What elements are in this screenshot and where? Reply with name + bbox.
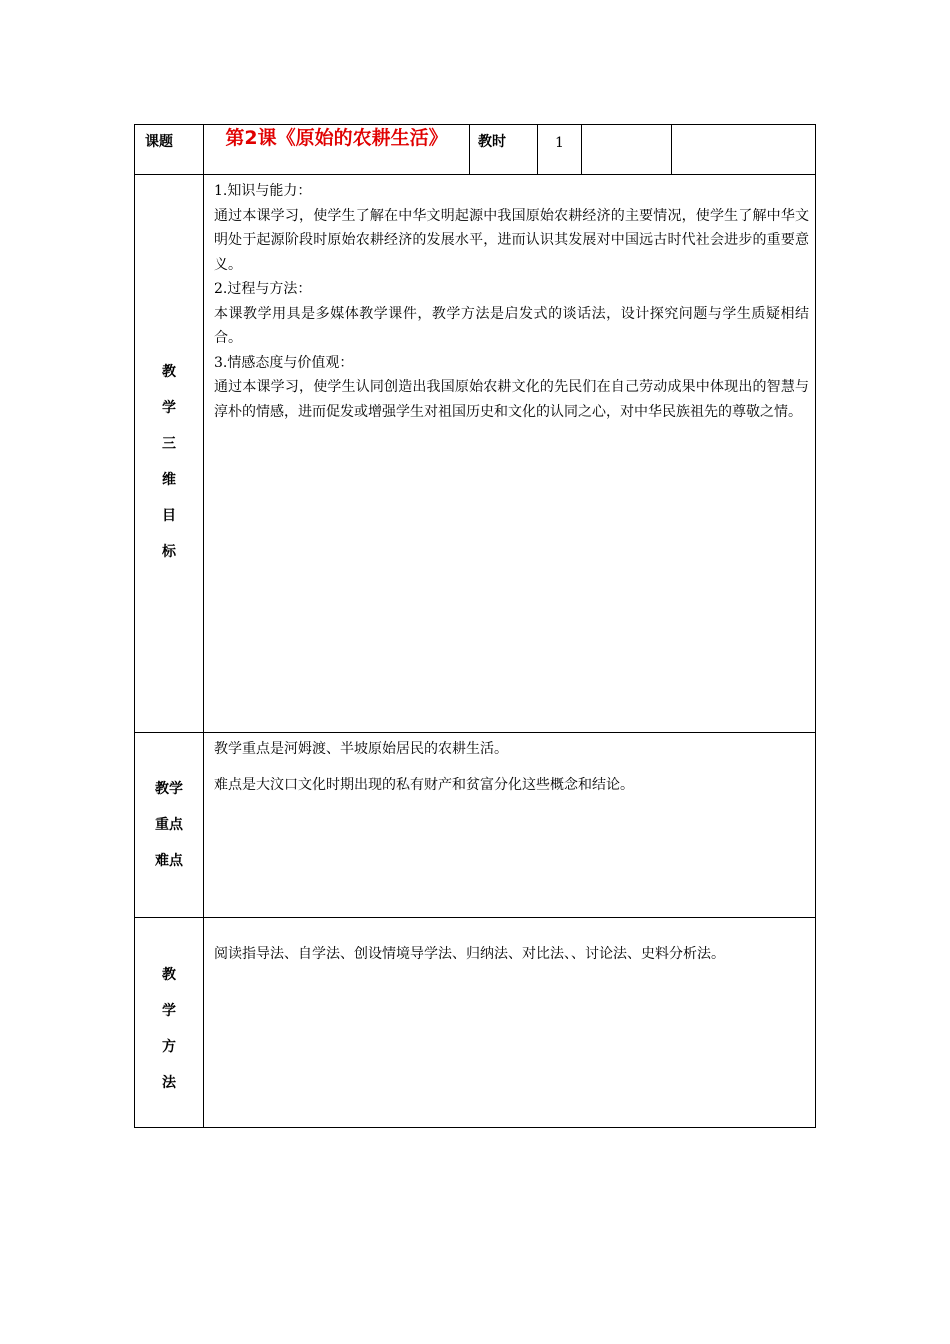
key-points-label — [135, 733, 204, 918]
methods-content — [204, 918, 816, 1128]
key-point-text: 教学重点是河姆渡、半坡原始居民的农耕生活。 — [214, 741, 508, 757]
objectives-label — [135, 175, 204, 733]
objective-heading: 1.知识与能力： — [214, 183, 312, 199]
objectives-row — [135, 175, 816, 733]
objective-text: 本课教学用具是多媒体教学课件，教学方法是启发式的谈话法，设计探究问题与学生质疑相结合。 — [214, 305, 809, 346]
objective-heading: 3.情感态度与价值观： — [214, 354, 354, 371]
header-row — [135, 125, 816, 175]
label-char: 重点 — [155, 817, 183, 833]
label-char: 教学 — [155, 781, 183, 797]
empty-cell — [582, 125, 672, 175]
topic-label: 课题 — [135, 125, 204, 175]
label-char: 难点 — [155, 853, 183, 869]
label-char: 三 — [162, 435, 176, 452]
label-char: 标 — [162, 543, 176, 560]
label-char: 方 — [162, 1038, 176, 1055]
lesson-title: 第2课《原始的农耕生活》 — [204, 125, 470, 175]
label-char: 教 — [162, 363, 176, 380]
empty-cell — [672, 125, 816, 175]
difficulty-text: 难点是大汶口文化时期出现的私有财产和贫富分化这些概念和结论。 — [214, 776, 634, 793]
objective-heading: 2.过程与方法： — [214, 281, 312, 297]
methods-row — [135, 918, 816, 1128]
methods-text: 阅读指导法、自学法、创设情境导学法、归纳法、对比法、、讨论法、史料分析法。 — [214, 946, 725, 962]
objective-text: 通过本课学习，使学生认同创造出我国原始农耕文化的先民们在自己劳动成果中体现出的智慧与淳朴的情感，进而促发或增强学生对祖国历史和文化的认同之心，对中华民族祖先的尊敬之情。 — [214, 379, 809, 420]
label-char: 教 — [162, 966, 176, 983]
hours-label: 教时 — [470, 125, 538, 175]
methods-label — [135, 918, 204, 1128]
objectives-content — [204, 175, 816, 733]
key-points-row — [135, 733, 816, 918]
label-char: 法 — [162, 1074, 176, 1091]
label-char: 维 — [162, 471, 176, 488]
key-points-content — [204, 733, 816, 918]
label-char: 学 — [162, 399, 176, 416]
hours-value: 1 — [538, 125, 582, 175]
label-char: 学 — [162, 1002, 176, 1019]
lesson-plan-table — [134, 124, 816, 1128]
label-char: 目 — [162, 507, 176, 524]
objective-text: 通过本课学习，使学生了解在中华文明起源中我国原始农耕经济的主要情况，使学生了解中华文明处于起源阶段时原始农耕经济的发展水平，进而认识其发展对中国远古时代社会进步的重要意义。 — [214, 207, 809, 273]
